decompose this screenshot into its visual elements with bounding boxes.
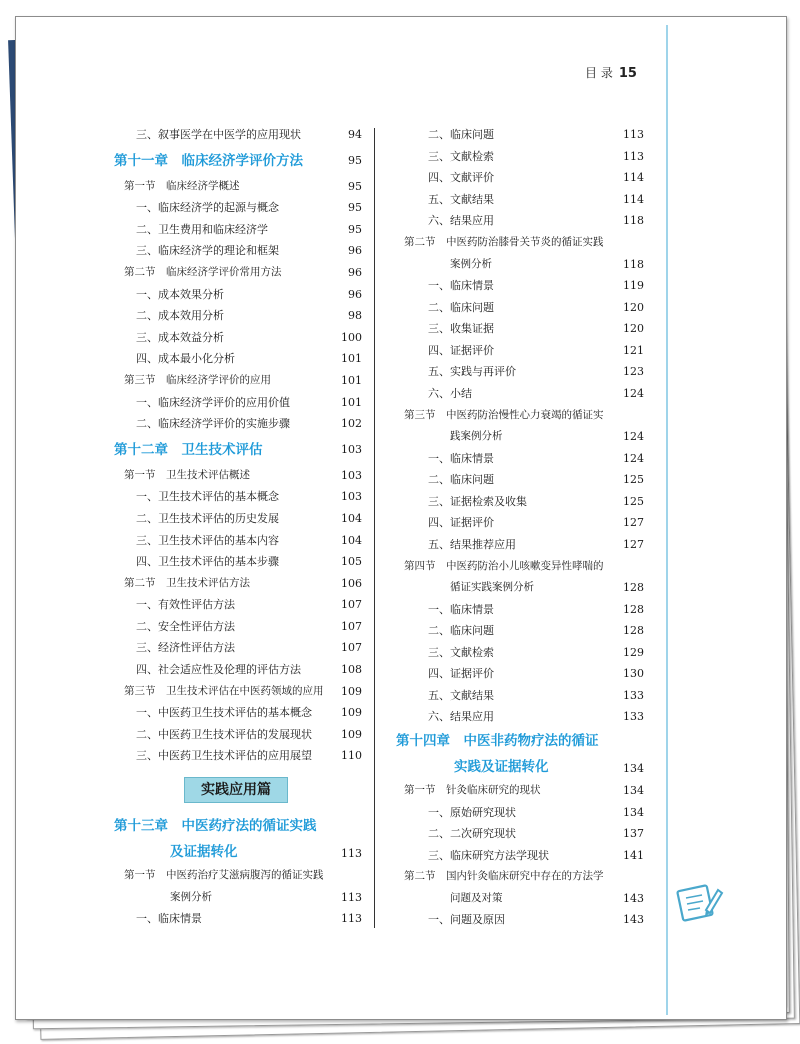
page-ref: 109 bbox=[341, 684, 362, 698]
subsection-title: 三、文献检索 bbox=[428, 149, 494, 163]
page-ref: 95 bbox=[348, 201, 362, 215]
subsection-title: 二、二次研究现状 bbox=[428, 827, 516, 841]
subsection-title: 二、成本效用分析 bbox=[136, 309, 224, 323]
subsection-title: 四、证据评价 bbox=[428, 343, 494, 357]
toc-subsection-row bbox=[392, 491, 644, 513]
toc-subsection-row bbox=[392, 383, 644, 405]
section-title: 第一节 针灸临床研究的现状 bbox=[404, 784, 541, 797]
subsection-title: 四、证据评价 bbox=[428, 667, 494, 681]
toc-subsection-row bbox=[100, 348, 362, 370]
page-ref: 96 bbox=[348, 265, 362, 279]
page-ref: 96 bbox=[348, 287, 362, 301]
toc-section-row bbox=[100, 681, 362, 703]
subsection-title: 二、临床经济学评价的实施步骤 bbox=[136, 417, 290, 431]
subsection-title: 三、中医药卫生技术评估的应用展望 bbox=[136, 749, 312, 763]
subsection-title: 一、临床情景 bbox=[428, 451, 494, 465]
page-ref: 101 bbox=[341, 352, 362, 366]
section-title: 第二节 临床经济学评价常用方法 bbox=[124, 265, 282, 278]
section-title: 第二节 卫生技术评估方法 bbox=[124, 576, 250, 589]
page-ref: 106 bbox=[341, 576, 362, 590]
page-ref: 121 bbox=[623, 343, 644, 357]
subsection-title: 四、证据评价 bbox=[428, 516, 494, 530]
toc-subsection-row bbox=[100, 659, 362, 681]
toc-subsection-row bbox=[100, 486, 362, 508]
page-ref: 95 bbox=[348, 153, 362, 167]
toc-subsection-row bbox=[100, 124, 362, 146]
toc-subsection-row bbox=[392, 146, 644, 168]
toc-left-column bbox=[100, 124, 362, 930]
chapter-title: 第十一章 临床经济学评价方法 bbox=[114, 152, 303, 169]
subsection-title: 二、卫生费用和临床经济学 bbox=[136, 222, 268, 236]
page-ref: 104 bbox=[341, 533, 362, 547]
subsection-title: 六、小结 bbox=[428, 386, 472, 400]
subsection-title: 三、证据检索及收集 bbox=[428, 494, 527, 508]
toc-chapter-row bbox=[100, 435, 362, 465]
page-ref: 119 bbox=[623, 278, 644, 292]
toc-subsection-row bbox=[392, 340, 644, 362]
page-ref: 107 bbox=[341, 619, 362, 633]
section-title: 第三节 卫生技术评估在中医药领域的应用 bbox=[124, 684, 324, 697]
subsection-title: 五、文献结果 bbox=[428, 688, 494, 702]
subsection-title: 一、临床情景 bbox=[428, 602, 494, 616]
subsection-title: 三、收集证据 bbox=[428, 322, 494, 336]
toc-section-row bbox=[100, 370, 362, 392]
page-ref: 127 bbox=[623, 516, 644, 530]
subsection-title: 一、卫生技术评估的基本概念 bbox=[136, 490, 279, 504]
page-ref: 134 bbox=[623, 784, 644, 798]
column-divider bbox=[374, 128, 375, 928]
subsection-title: 四、成本最小化分析 bbox=[136, 352, 235, 366]
toc-subsection-row bbox=[100, 219, 362, 241]
toc-subsection-row bbox=[392, 124, 644, 146]
page-ref: 133 bbox=[623, 688, 644, 702]
toc-section-row bbox=[392, 866, 644, 909]
page-ref: 103 bbox=[341, 442, 362, 456]
subsection-title: 一、临床情景 bbox=[428, 278, 494, 292]
section-title: 第二节 国内针灸临床研究中存在的方法学 bbox=[404, 870, 604, 883]
subsection-title: 一、临床经济学评价的应用价值 bbox=[136, 395, 290, 409]
page-margin-line bbox=[666, 25, 668, 1015]
subsection-title: 二、中医药卫生技术评估的发展现状 bbox=[136, 727, 312, 741]
page-ref: 124 bbox=[623, 386, 644, 400]
toc-section-row bbox=[100, 865, 362, 908]
page-ref: 120 bbox=[623, 322, 644, 336]
page-ref: 101 bbox=[341, 395, 362, 409]
header-label: 目 录 bbox=[585, 66, 613, 80]
page-ref: 128 bbox=[623, 624, 644, 638]
section-title-continued: 问题及对策 bbox=[450, 892, 503, 905]
page-ref: 104 bbox=[341, 511, 362, 525]
toc-section-row bbox=[392, 405, 644, 448]
subsection-title: 三、经济性评估方法 bbox=[136, 641, 235, 655]
page-ref: 113 bbox=[341, 890, 362, 904]
page-ref: 113 bbox=[341, 847, 362, 861]
toc-subsection-row bbox=[100, 530, 362, 552]
subsection-title: 三、临床经济学的理论和框架 bbox=[136, 244, 279, 258]
toc-subsection-row bbox=[100, 908, 362, 930]
page-ref: 143 bbox=[623, 892, 644, 906]
part-heading-wrap bbox=[100, 767, 362, 813]
page-ref: 102 bbox=[341, 417, 362, 431]
subsection-title: 五、文献结果 bbox=[428, 192, 494, 206]
page-ref: 113 bbox=[341, 912, 362, 926]
page-ref: 109 bbox=[341, 706, 362, 720]
section-title: 第三节 临床经济学评价的应用 bbox=[124, 373, 271, 386]
page-ref: 118 bbox=[623, 214, 644, 228]
subsection-title: 一、中医药卫生技术评估的基本概念 bbox=[136, 706, 312, 720]
page-ref: 127 bbox=[623, 537, 644, 551]
subsection-title: 四、社会适应性及伦理的评估方法 bbox=[136, 663, 301, 677]
subsection-title: 六、结果应用 bbox=[428, 710, 494, 724]
page-ref: 114 bbox=[623, 192, 644, 206]
toc-subsection-row bbox=[392, 448, 644, 470]
toc-subsection-row bbox=[392, 167, 644, 189]
toc-subsection-row bbox=[100, 551, 362, 573]
toc-subsection-row bbox=[100, 724, 362, 746]
page-number: 15 bbox=[618, 66, 637, 81]
notepad-pencil-icon bbox=[676, 880, 724, 922]
page-ref: 95 bbox=[348, 222, 362, 236]
chapter-title: 第十四章 中医非药物疗法的循证 bbox=[396, 733, 599, 750]
toc-section-row bbox=[100, 176, 362, 198]
page-ref: 137 bbox=[623, 827, 644, 841]
toc-subsection-row bbox=[100, 305, 362, 327]
page-ref: 110 bbox=[341, 749, 362, 763]
subsection-title: 一、成本效果分析 bbox=[136, 287, 224, 301]
page-ref: 107 bbox=[341, 641, 362, 655]
section-title: 第一节 卫生技术评估概述 bbox=[124, 468, 250, 481]
toc-chapter-row bbox=[100, 813, 362, 865]
section-title: 第四节 中医药防治小儿咳嗽变异性哮喘的 bbox=[404, 559, 604, 572]
toc-section-row bbox=[100, 262, 362, 284]
toc-subsection-row bbox=[100, 616, 362, 638]
page-ref: 101 bbox=[341, 373, 362, 387]
toc-subsection-row bbox=[100, 637, 362, 659]
subsection-title: 一、问题及原因 bbox=[428, 913, 505, 927]
page-ref: 107 bbox=[341, 598, 362, 612]
subsection-title: 四、文献评价 bbox=[428, 171, 494, 185]
page-ref: 141 bbox=[623, 848, 644, 862]
toc-subsection-row bbox=[392, 685, 644, 707]
section-title-continued: 案例分析 bbox=[170, 890, 212, 903]
toc-section-row bbox=[100, 465, 362, 487]
toc-subsection-row bbox=[392, 909, 644, 931]
page-ref: 124 bbox=[623, 430, 644, 444]
toc-subsection-row bbox=[100, 392, 362, 414]
page-ref: 129 bbox=[623, 645, 644, 659]
subsection-title: 三、叙事医学在中医学的应用现状 bbox=[136, 128, 301, 141]
page-ref: 108 bbox=[341, 663, 362, 677]
subsection-title: 二、临床问题 bbox=[428, 624, 494, 638]
toc-subsection-row bbox=[392, 706, 644, 728]
toc-subsection-row bbox=[100, 702, 362, 724]
chapter-title: 第十三章 中医药疗法的循证实践 bbox=[114, 818, 317, 835]
subsection-title: 三、临床研究方法学现状 bbox=[428, 848, 549, 862]
subsection-title: 三、卫生技术评估的基本内容 bbox=[136, 533, 279, 547]
toc-section-row bbox=[392, 556, 644, 599]
toc-subsection-row bbox=[392, 361, 644, 383]
subsection-title: 二、临床问题 bbox=[428, 300, 494, 314]
subsection-title: 二、临床问题 bbox=[428, 128, 494, 141]
page-ref: 103 bbox=[341, 490, 362, 504]
toc-subsection-row bbox=[100, 594, 362, 616]
toc-subsection-row bbox=[392, 318, 644, 340]
page-ref: 118 bbox=[623, 257, 644, 271]
page-ref: 125 bbox=[623, 494, 644, 508]
subsection-title: 一、原始研究现状 bbox=[428, 805, 516, 819]
subsection-title: 二、安全性评估方法 bbox=[136, 619, 235, 633]
section-title: 第一节 临床经济学概述 bbox=[124, 179, 240, 192]
page-ref: 130 bbox=[623, 667, 644, 681]
page-ref: 105 bbox=[341, 555, 362, 569]
section-title: 第二节 中医药防治膝骨关节炎的循证实践 bbox=[404, 235, 604, 248]
page-ref: 124 bbox=[623, 451, 644, 465]
subsection-title: 五、结果推荐应用 bbox=[428, 537, 516, 551]
toc-subsection-row bbox=[392, 663, 644, 685]
subsection-title: 二、卫生技术评估的历史发展 bbox=[136, 511, 279, 525]
toc-subsection-row bbox=[392, 802, 644, 824]
subsection-title: 三、成本效益分析 bbox=[136, 330, 224, 344]
part-heading: 实践应用篇 bbox=[184, 777, 288, 803]
chapter-title-continued: 实践及证据转化 bbox=[454, 759, 549, 776]
page-ref: 98 bbox=[348, 309, 362, 323]
page-ref: 109 bbox=[341, 727, 362, 741]
toc-subsection-row bbox=[100, 745, 362, 767]
toc-subsection-row bbox=[100, 508, 362, 530]
page-ref: 125 bbox=[623, 473, 644, 487]
toc-subsection-row bbox=[392, 534, 644, 556]
subsection-title: 五、实践与再评价 bbox=[428, 365, 516, 379]
page-ref: 95 bbox=[348, 179, 362, 193]
section-title: 第一节 中医药治疗艾滋病腹泻的循证实践 bbox=[124, 869, 324, 882]
subsection-title: 一、临床经济学的起源与概念 bbox=[136, 201, 279, 215]
toc-subsection-row bbox=[392, 275, 644, 297]
chapter-title: 第十二章 卫生技术评估 bbox=[114, 441, 263, 458]
toc-subsection-row bbox=[392, 189, 644, 211]
page-ref: 128 bbox=[623, 581, 644, 595]
toc-section-row bbox=[392, 780, 644, 802]
toc-subsection-row bbox=[392, 823, 644, 845]
subsection-title: 一、临床情景 bbox=[136, 912, 202, 926]
subsection-title: 六、结果应用 bbox=[428, 214, 494, 228]
page-ref: 94 bbox=[348, 128, 362, 141]
page-ref: 113 bbox=[623, 149, 644, 163]
section-title-continued: 案例分析 bbox=[450, 257, 492, 270]
page-ref: 134 bbox=[623, 762, 644, 776]
toc-subsection-row bbox=[392, 210, 644, 232]
page-ref: 100 bbox=[341, 330, 362, 344]
toc-chapter-row bbox=[392, 728, 644, 780]
toc-subsection-row bbox=[392, 599, 644, 621]
toc-section-row bbox=[100, 573, 362, 595]
page-ref: 128 bbox=[623, 602, 644, 616]
toc-subsection-row bbox=[100, 413, 362, 435]
page-ref: 123 bbox=[623, 365, 644, 379]
page-ref: 133 bbox=[623, 710, 644, 724]
page-ref: 134 bbox=[623, 805, 644, 819]
page-ref: 96 bbox=[348, 244, 362, 258]
chapter-title-continued: 及证据转化 bbox=[170, 844, 238, 861]
section-title-continued: 循证实践案例分析 bbox=[450, 581, 534, 594]
toc-subsection-row bbox=[392, 297, 644, 319]
toc-subsection-row bbox=[392, 620, 644, 642]
toc-section-row bbox=[392, 232, 644, 275]
toc-subsection-row bbox=[100, 284, 362, 306]
toc-subsection-row bbox=[392, 469, 644, 491]
page-ref: 103 bbox=[341, 468, 362, 482]
page-ref: 120 bbox=[623, 300, 644, 314]
toc-subsection-row bbox=[392, 642, 644, 664]
running-header bbox=[585, 64, 637, 81]
section-title-continued: 践案例分析 bbox=[450, 430, 503, 443]
subsection-title: 三、文献检索 bbox=[428, 645, 494, 659]
subsection-title: 四、卫生技术评估的基本步骤 bbox=[136, 555, 279, 569]
toc-chapter-row bbox=[100, 146, 362, 176]
toc-subsection-row bbox=[100, 240, 362, 262]
toc-subsection-row bbox=[100, 327, 362, 349]
toc-subsection-row bbox=[392, 512, 644, 534]
subsection-title: 二、临床问题 bbox=[428, 473, 494, 487]
toc-subsection-row bbox=[392, 845, 644, 867]
toc-subsection-row bbox=[100, 197, 362, 219]
page-ref: 143 bbox=[623, 913, 644, 927]
page-ref: 114 bbox=[623, 171, 644, 185]
section-title: 第三节 中医药防治慢性心力衰竭的循证实 bbox=[404, 408, 604, 421]
page-ref: 113 bbox=[623, 128, 644, 141]
subsection-title: 一、有效性评估方法 bbox=[136, 598, 235, 612]
toc-right-column bbox=[392, 124, 644, 931]
